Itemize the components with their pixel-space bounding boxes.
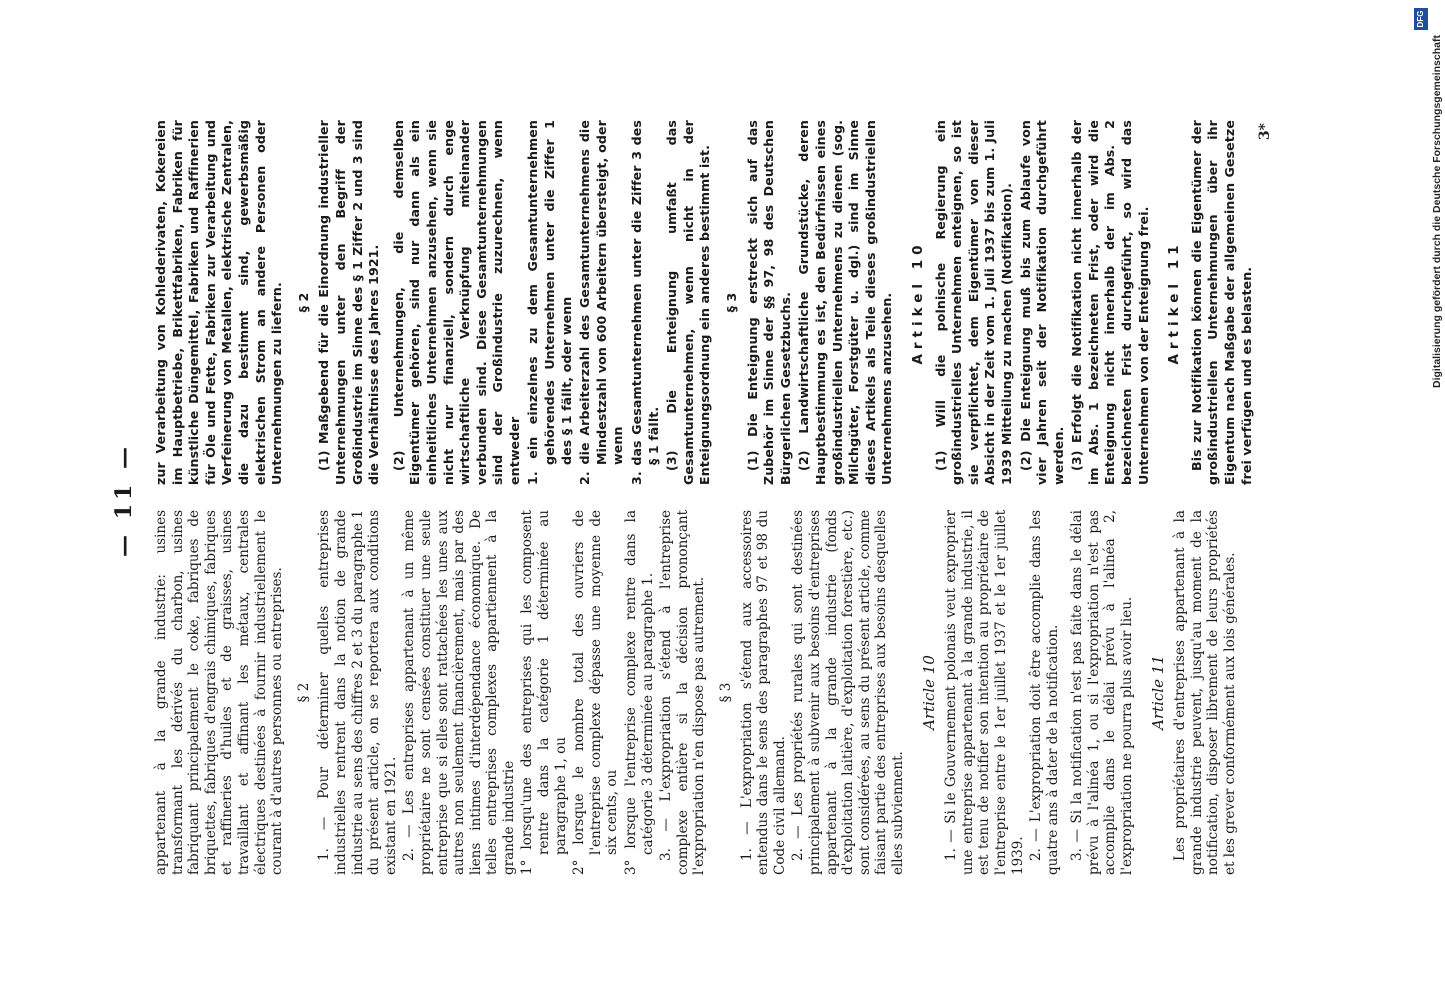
german-s2-item-2: 2. die Arbeiterzahl des Gesamtunternehmens die Mindestzahl von 600 Arbeitern übersteigt, oder wenn: [577, 120, 626, 485]
french-s3-paragraph-2: 2. — Les propriétés rurales qui sont destinées principalement à subvenir aux besoins d'entreprises appartenant à la grande industrie (fonds d'exploitation laitière, d'exploitation forestière, etc.) sont considérées, au sens du présent article, comme faisant partie des entreprises aux besoins desquelles elles subviennent.: [790, 510, 906, 875]
french-s2-paragraph-1: 1. — Pour déterminer quelles entreprises industrielles rentrent dans la notion de grande industrie au sens des chiffres 2 et 3 du paragraphe 1 du présent article, on se reportera aux conditions existant en 1921.: [316, 510, 399, 875]
french-column: [153, 510, 1241, 875]
german-a10-paragraph-3: (3) Erfolgt die Notifikation nicht innerhalb der im Abs. 1 bezeichneten Frist, oder wird die Enteignung nicht innerhalb der im Abs. 2 bezeichneten Frist durchgeführt, so wird das Unternehmen von der Enteignung frei.: [1069, 120, 1151, 485]
german-intro: zur Verarbeitung von Kohlederivaten, Kokereien im Hauptbetriebe, Brikettfabriken, Fabriken für künstliche Düngemittel, Fabriken und Raffinerien für Öle und Fette, Fabriken zur Verarbeitung und Verfeinerung von Metallen, elektrische Zentralen, die dazu bestimmt sind, gewerbsmäßig elektrischen Strom an andere Personen oder Unternehmungen zu liefern.: [153, 120, 285, 485]
german-a10-paragraph-1: (1) Will die polnische Regierung ein großindustrielles Unternehmen enteignen, so ist sie verpflichtet, dem Eigentümer von dieser Absicht in der Zeit vom 1. Juli 1937 bis zum 1. Juli 1939 Mitteilung zu machen (Notifikation).: [932, 120, 1014, 485]
dfg-logo-icon: [1414, 8, 1428, 30]
french-intro: appartenant à la grande industrie: usines transformant les dérivés du charbon, usines fabriquant principalement le coke, fabriques de briquettes, fabriques d'engrais chimiques, fabriques et raffineries d'huiles et de graisses, usines travaillant et affinant les métaux, centrales électriques destinées à fournir industriellement le courant à d'autres personnes ou entreprises.: [153, 510, 286, 875]
french-a10-paragraph-3: 3. — Si la notification n'est pas faite dans le délai prévu à l'alinéa 1, ou si l'expropriation n'est pas accomplie dans le délai prévu à l'alinéa 2, l'expropriation ne pourra plus avoir lieu.: [1069, 510, 1136, 875]
signature-mark: 3*: [1257, 123, 1273, 141]
german-section-2-heading: § 2: [295, 292, 311, 313]
german-article-10-heading: Artikel 10: [909, 240, 926, 365]
french-s2-item-2: 2° lorsque le nombre total des ouvriers de l'entreprise complexe dépasse une moyenne de six cents, ou: [571, 510, 621, 875]
german-s2-item-3: 3. das Gesamtunternehmen unter die Ziffer 3 des § 1 fällt.: [629, 120, 661, 485]
french-a11-paragraph-1: Les propriétaires d'entreprises appartenant à la grande industrie peuvent, jusqu'au moment de la notification, disposer librement de leurs propriétés et les grever conformément aux lois générales.: [1172, 510, 1239, 875]
german-a10-paragraph-2: (2) Die Enteignung muß bis zum Ablaufe von vier Jahren seit der Notifikation durchgeführt werden.: [1017, 120, 1066, 485]
german-column: [153, 120, 1257, 485]
german-section-3-heading: § 3: [724, 292, 739, 313]
german-a11-paragraph-1: Bis zur Notifikation können die Eigentümer der großindustriellen Unternehmungen über ihr Eigentum nach Maßgabe der allgemeinen Gesetze frei verfügen und es belasten.: [1188, 120, 1254, 485]
page-number: — 11 —: [111, 443, 137, 557]
french-section-2-heading: § 2: [295, 682, 312, 703]
french-s2-paragraph-3: 3. — L'expropriation s'étend à l'entreprise complexe entière si la décision prononçant l'expropriation n'en dispose pas autrement.: [658, 510, 708, 875]
german-s3-paragraph-2: (2) Landwirtschaftliche Grundstücke, deren Hauptbestimmung es ist, den Bedürfnissen eines großindustriellen Unternehmens zu dienen (sog. Milchgüter, Forstgüter u. dgl.) sind im Sinne dieses Artikels als Teile dieses großindustriellen Unternehmens anzusehen.: [796, 120, 895, 485]
german-s2-paragraph-2: (2) Unternehmungen, die demselben Eigentümer gehören, sind nur dann als ein einheitliches Unternehmen anzusehen, wenn sie nicht nur finanziell, sondern durch enge wirtschaftliche Verknüpfung miteinander verbunden sind. Diese Gesamtunternehmungen sind der Großindustrie zuzurechnen, wenn entweder: [390, 120, 522, 485]
french-section-3-heading: § 3: [718, 682, 734, 703]
french-article-11-heading: Article 11: [1148, 655, 1167, 730]
french-a10-paragraph-1: 1. — Si le Gouvernement polonais veut exproprier une entreprise appartenant à la grande industrie, il est tenu de notifier son intention au propriétaire de l'entreprise entre le 1er juillet 1937 et le 1er juillet 1939.: [943, 510, 1026, 875]
french-a10-paragraph-2: 2. — L'expropriation doit être accomplie dans les quatre ans à dater de la notification.: [1028, 510, 1061, 875]
german-s2-item-1: 1. ein einzelnes zu dem Gesamtunternehmen gehörendes Unternehmen unter die Ziffer 1 des § 1 fällt, oder wenn: [525, 120, 574, 485]
document-page: [107, 95, 1287, 905]
german-article-11-heading: Artikel 11: [1166, 240, 1183, 365]
credit-text: Digitalisierung gefördert durch die Deutsche Forschungsgemeinschaft: [1431, 35, 1443, 388]
german-s3-paragraph-1: (1) Die Enteignung erstreckt sich auf das Zubehör im Sinne der §§ 97, 98 des Deutschen Bürgerlichen Gesetzbuchs.: [744, 120, 793, 485]
german-s2-paragraph-1: (1) Maßgebend für die Einordnung industrieller Unternehmungen unter den Begriff der Großindustrie im Sinne des § 1 Ziffer 2 und 3 sind die Verhältnisse des Jahres 1921.: [316, 120, 382, 485]
dfg-logo-label: DFG: [1416, 10, 1425, 28]
french-article-10-heading: Article 10: [919, 655, 938, 730]
digitization-credit: [1413, 8, 1443, 388]
french-s3-paragraph-1: 1. — L'expropriation s'étend aux accessoires entendus dans le sens des paragraphes 97 et 98 du Code civil allemand.: [738, 510, 788, 875]
french-s2-item-1: 1° lorsqu'une des entreprises qui les composent rentre dans la catégorie 1 déterminée au paragraphe 1, ou: [519, 510, 569, 875]
german-s2-paragraph-3: (3) Die Enteignung umfaßt das Gesamtunternehmen, wenn nicht in der Enteignungsordnung ein anderes bestimmt ist.: [664, 120, 713, 485]
french-s2-item-3: 3° lorsque l'entreprise complexe rentre dans la catégorie 3 déterminée au paragraphe 1.: [623, 510, 656, 875]
french-s2-paragraph-2: 2. — Les entreprises appartenant à un même propriétaire ne sont censées constituer une seule entreprise que si elles sont rattachées les unes aux autres non seulement financièrement, mais par des liens intimes d'interdépendance économique. De telles entreprises complexes appartiennent à la grande industrie: [401, 510, 517, 875]
